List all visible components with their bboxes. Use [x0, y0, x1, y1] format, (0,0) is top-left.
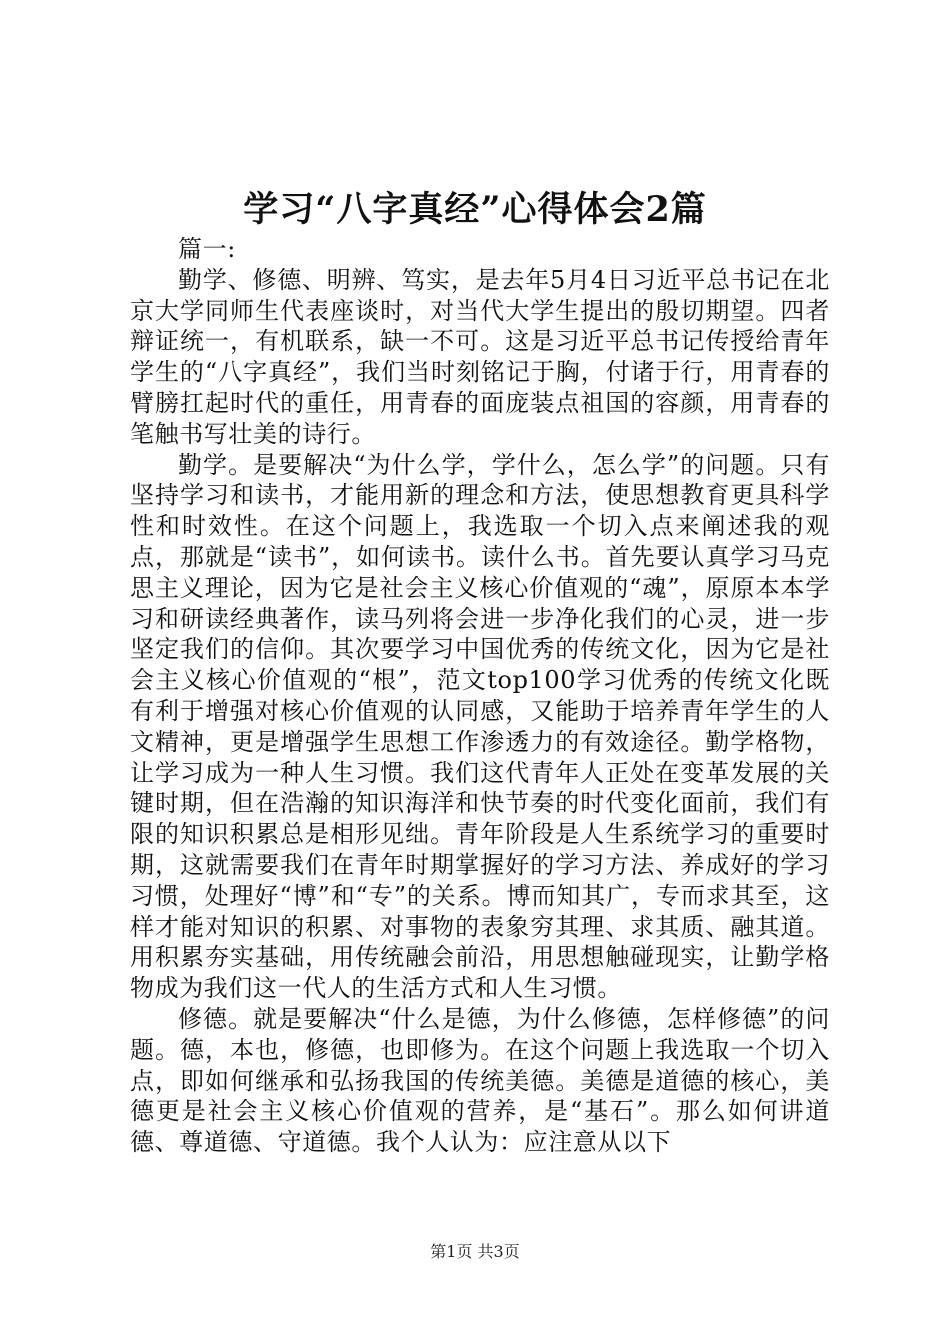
paragraph: 勤学、修德、明辨、笃实，是去年5月4日习近平总书记在北京大学同师生代表座谈时，对当代大学生提出的殷切期望。四者辩证统一，有机联系，缺一不可。这是习近平总书记传授给青年学生的“八字真经”，我们当时刻铭记于胸，付诸于行，用青春的臂膀扛起时代的重任，用青春的面庞装点祖国的容颜，用青春的笔触书写壮美的诗行。	[130, 265, 830, 448]
section-label: 篇一:	[178, 235, 236, 263]
paragraph: 勤学。是要解决“为什么学，学什么，怎么学”的问题。只有坚持学习和读书，才能用新的理念和方法，使思想教育更具科学性和时效性。在这个问题上，我选取一个切入点来阐述我的观点，那就是“读书”，如何读书。读什么书。首先要认真学习马克思主义理论，因为它是社会主义核心价值观的“魂”，原原本本学习和研读经典著作，读马列将会进一步净化我们的心灵，进一步坚定我们的信仰。其次要学习中国优秀的传统文化，因为它是社会主义核心价值观的“根”，范文top100学习优秀的传统文化既有利于增强对核心价值观的认同感，又能助于培养青年学生的人文精神，更是增强学生思想工作渗透力的有效途径。勤学格物，让学习成为一种人生习惯。我们这代青年人正处在变革发展的关键时期，但在浩瀚的知识海洋和快节奏的时代变化面前，我们有限的知识积累总是相形见绌。青年阶段是人生系统学习的重要时期，这就需要我们在青年时期掌握好的学习方法、养成好的学习习惯，处理好“博”和“专”的关系。博而知其广，专而求其至，这样才能对知识的积累、对事物的表象穷其理、求其质、融其道。用积累夯实基础，用传统融会前沿，用思想触碰现实，让勤学格物成为我们这一代人的生活方式和人生习惯。	[130, 450, 830, 1003]
document-body	[130, 234, 830, 1158]
page-footer: 第1页 共3页	[430, 1242, 520, 1261]
paragraph: 修德。就是要解决“什么是德，为什么修德，怎样修德”的问题。德，本也，修德，也即修为。在这个问题上我选取一个切入点，即如何继承和弘扬我国的传统美德。美德是道德的核心，美德更是社会主义核心价值观的营养，是“基石”。那么如何讲道德、尊道德、守道德。我个人认为：应注意从以下	[130, 1004, 830, 1157]
document-title: 学习“八字真经”心得体会2篇	[243, 189, 707, 230]
